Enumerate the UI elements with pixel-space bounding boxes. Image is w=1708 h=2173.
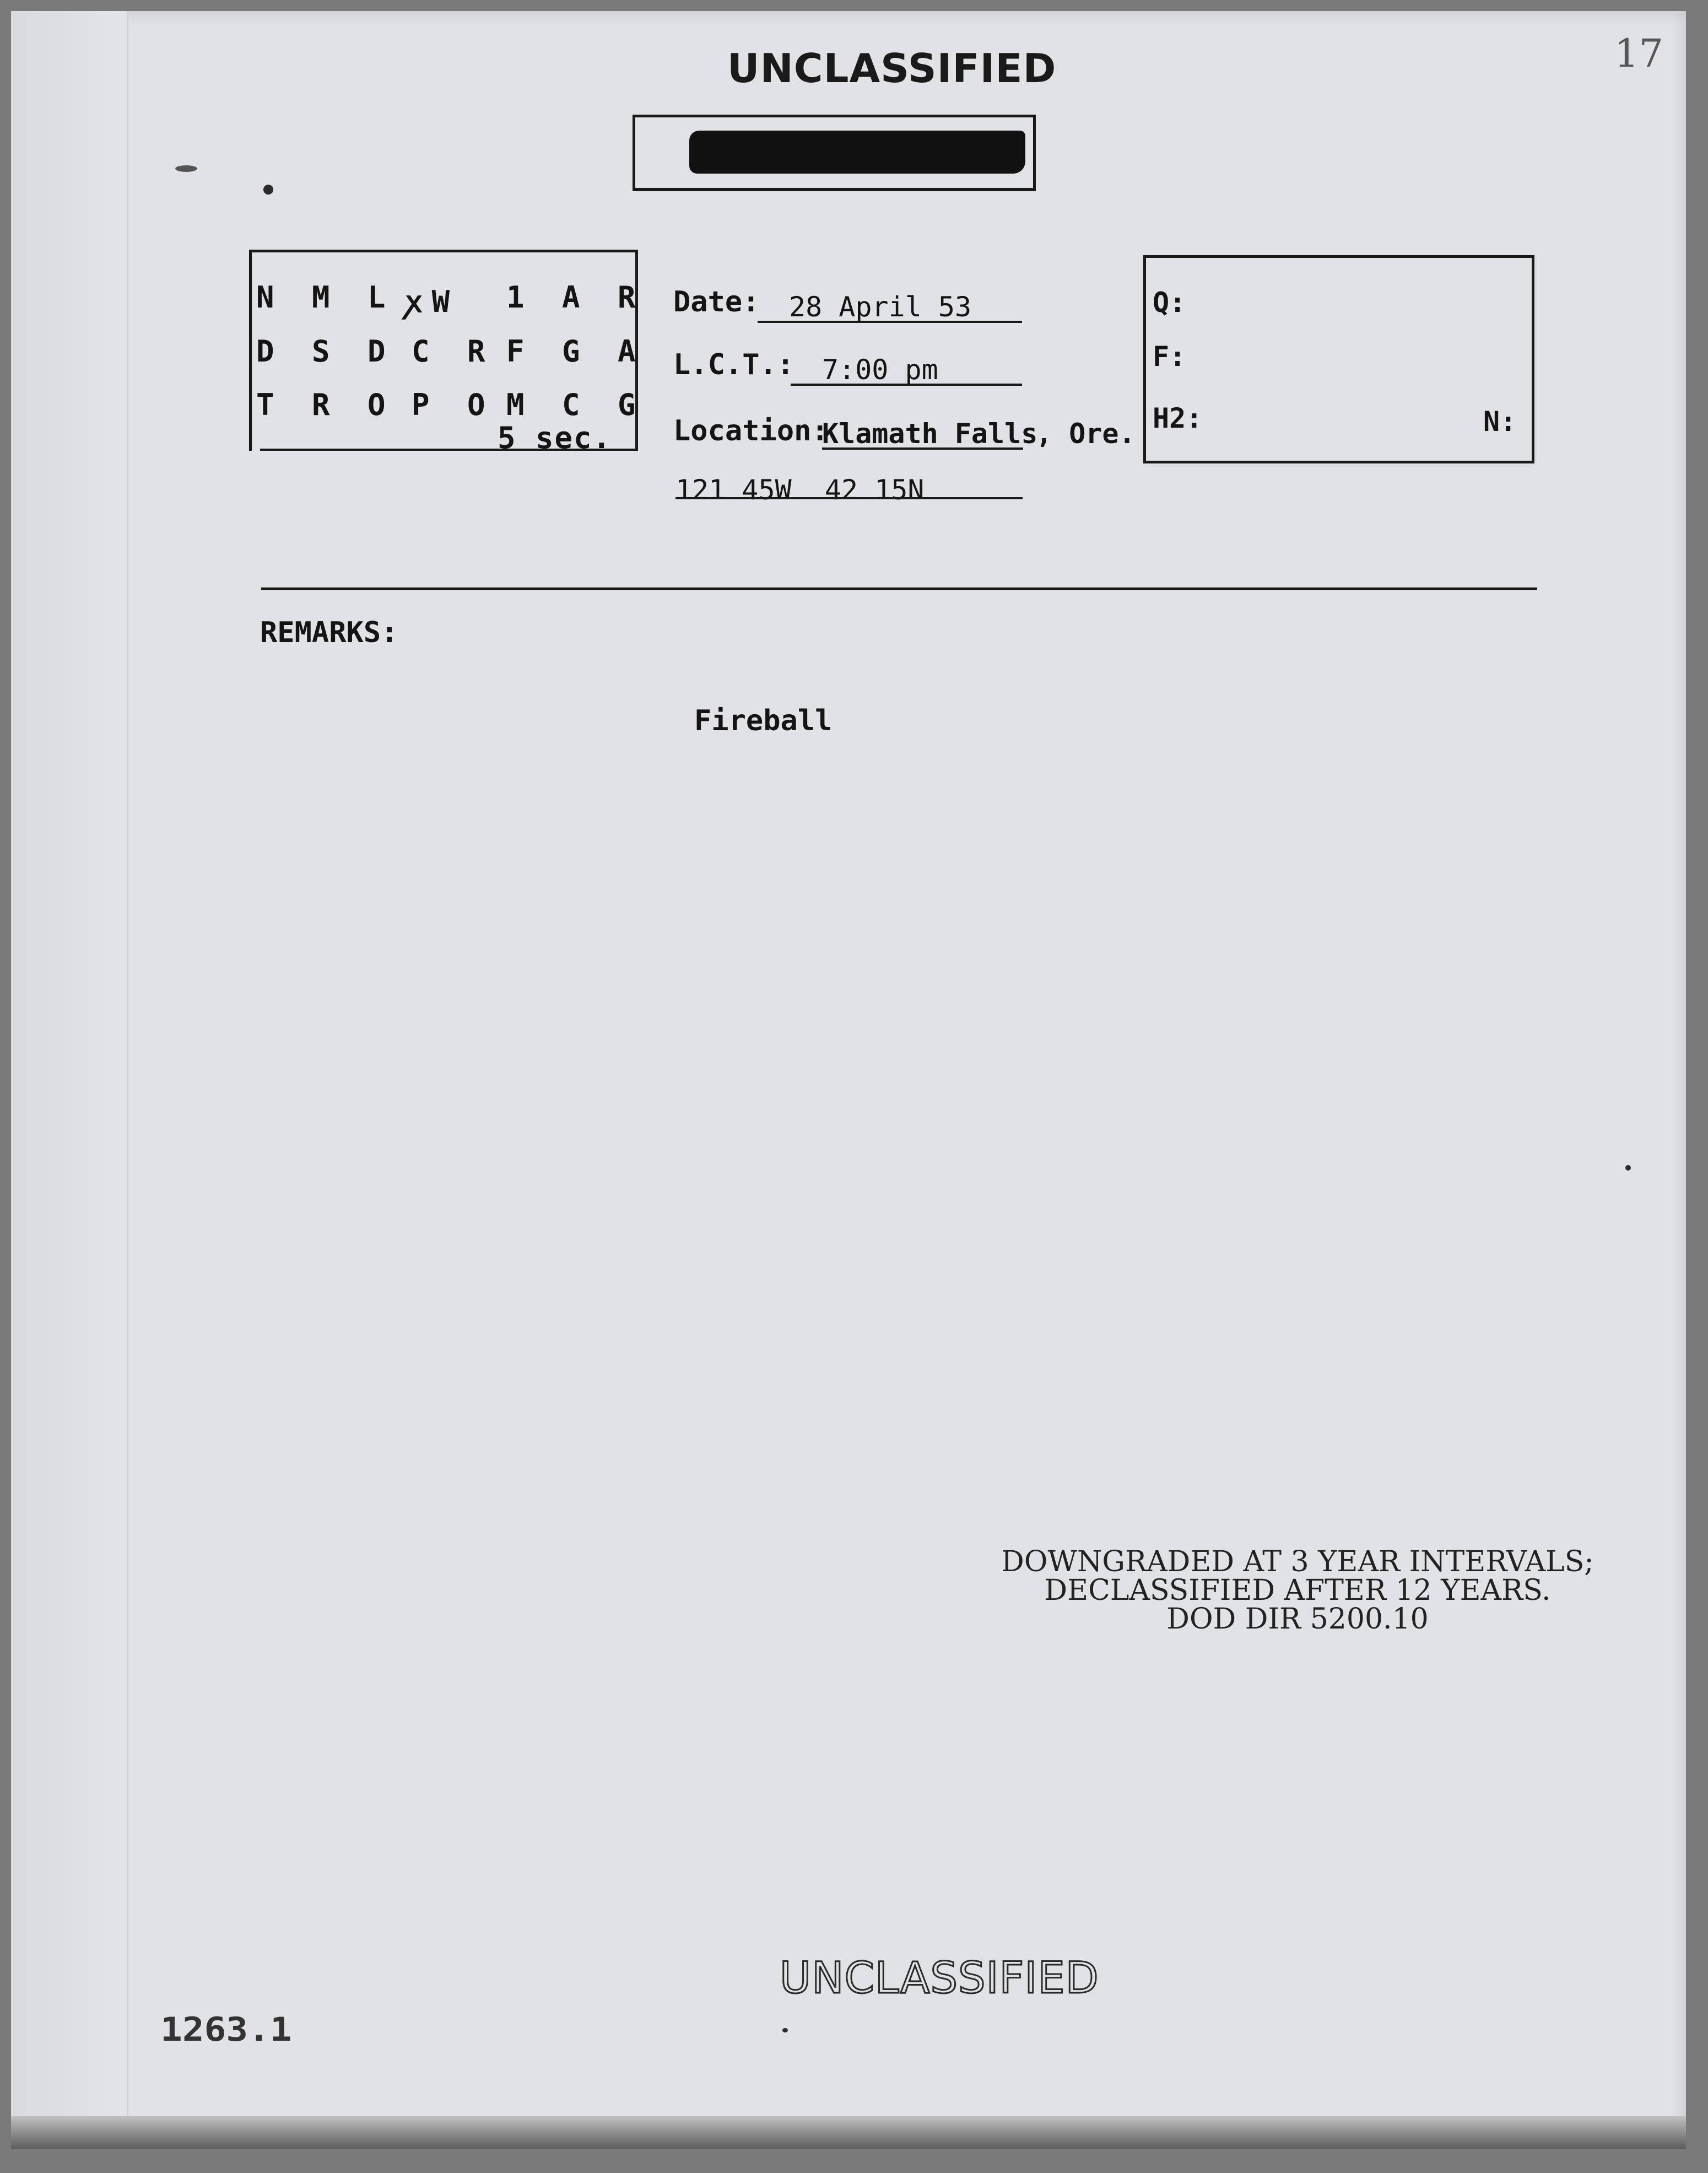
lct-underline [791, 384, 1022, 386]
lct-value: 7:00 pm [822, 354, 938, 386]
code-cell: M C G [506, 387, 646, 422]
downgrade-notice [986, 1545, 1609, 1636]
q-label: Q: [1153, 287, 1186, 319]
evaluation-box [1143, 255, 1534, 463]
downgrade-line-3: DOD DIR 5200.10 [1166, 1603, 1429, 1636]
scan-bottom-band [11, 2116, 1686, 2149]
h2-label: H2: [1153, 402, 1203, 434]
code-cell: T R O [256, 387, 396, 422]
page-number: 17 [1614, 31, 1664, 76]
lct-label: L.C.T.: [673, 348, 794, 381]
location-value: Klamath Falls [822, 418, 1038, 450]
downgrade-line-2: DECLASSIFIED AFTER 12 YEARS. [1044, 1574, 1551, 1607]
redaction-block [689, 131, 1025, 174]
remarks-text: Fireball [694, 704, 833, 737]
code-cell: ꭗW [406, 284, 460, 319]
date-value: 28 April 53 [789, 291, 972, 323]
code-cell: D S D [256, 334, 396, 369]
classification-top: UNCLASSIFIED [727, 45, 1057, 91]
scan-speck [175, 165, 197, 172]
stamp-number: 1263.1 [160, 2010, 292, 2049]
scan-speck [263, 185, 273, 195]
code-cell: C R [412, 334, 495, 369]
page-fold-shadow [11, 11, 128, 2149]
section-divider [261, 587, 1537, 590]
duration-note: 5 sec. [498, 420, 612, 455]
downgrade-line-1: DOWNGRADED AT 3 YEAR INTERVALS; [1001, 1545, 1594, 1578]
redacted-classification-frame [633, 115, 1036, 191]
coordinates: 121 45W 42 15N [675, 474, 925, 506]
coordinates-underline [675, 497, 1023, 499]
remarks-label: REMARKS: [260, 616, 398, 649]
date-underline [758, 321, 1022, 323]
scan-speck [782, 2028, 788, 2032]
f-label: F: [1153, 341, 1186, 373]
date-label: Date: [673, 285, 760, 319]
location-underline [822, 447, 1023, 450]
code-cell: N M L [256, 280, 396, 315]
classification-bottom: UNCLASSIFIED [780, 1954, 1099, 2003]
code-cell: 1 A R [506, 280, 646, 315]
code-box-underline [260, 449, 635, 451]
routing-code-box [249, 250, 646, 455]
location-suffix: , Ore. [1036, 418, 1136, 450]
n-label: N: [1483, 406, 1517, 438]
scan-speck [1625, 1165, 1631, 1171]
location-label: Location: [673, 414, 829, 447]
code-cell: P O [412, 387, 495, 422]
code-cell: F G A [506, 334, 646, 369]
